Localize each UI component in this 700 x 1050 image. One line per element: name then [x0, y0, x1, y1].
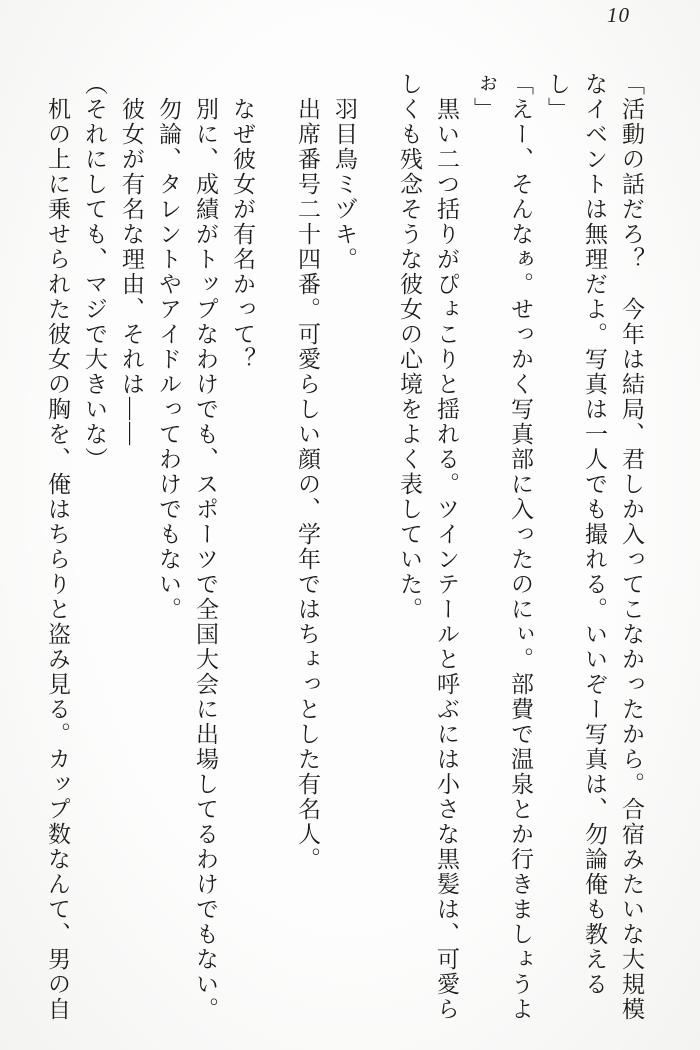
text-column-3: し」 — [545, 72, 570, 122]
text-column-2: なイベントは無理だよ。写真は一人でも撮れる。いいぞー写真は、勿論俺も教える — [582, 72, 607, 997]
text-column-13: 彼女が有名な理由、それは―― — [119, 97, 144, 447]
text-column-9: 出席番号二十四番。可愛らしい顔の、学年ではちょっとした有名人。 — [295, 97, 320, 872]
text-column-1: 「活動の話だろ？ 今年は結局、君しか入ってこなかったから。合宿みたいな大規模 — [619, 72, 644, 1022]
vertical-text-area — [39, 72, 650, 1040]
text-column-7: しくも残念そうな彼女の心境をよく表していた。 — [397, 72, 422, 622]
text-column-14: （それにしても、マジで大きいな） — [82, 72, 107, 472]
text-column-4: 「えー、そんなぁ。せっかく写真部に入ったのにぃ。部費で温泉とか行きましょうよ — [508, 72, 533, 1022]
text-column-10: なぜ彼女が有名かって？ — [230, 97, 255, 372]
text-column-11: 別に、成績がトップなわけでも、スポーツで全国大会に出場してるわけでもない。 — [193, 97, 218, 1022]
text-column-5: ぉ」 — [471, 72, 496, 122]
text-column-12: 勿論、タレントやアイドルってわけでもない。 — [156, 97, 181, 622]
text-column-6: 黒い二つ括りがぴょこりと揺れる。ツインテールと呼ぶには小さな黒髪は、可愛ら — [434, 97, 459, 1022]
text-column-8: 羽目鳥ミヅキ。 — [332, 97, 357, 272]
page-number: 10 — [607, 3, 630, 27]
text-column-15: 机の上に乗せられた彼女の胸を、俺はちらりと盗み見る。カップ数なんて、男の自 — [45, 97, 70, 1022]
